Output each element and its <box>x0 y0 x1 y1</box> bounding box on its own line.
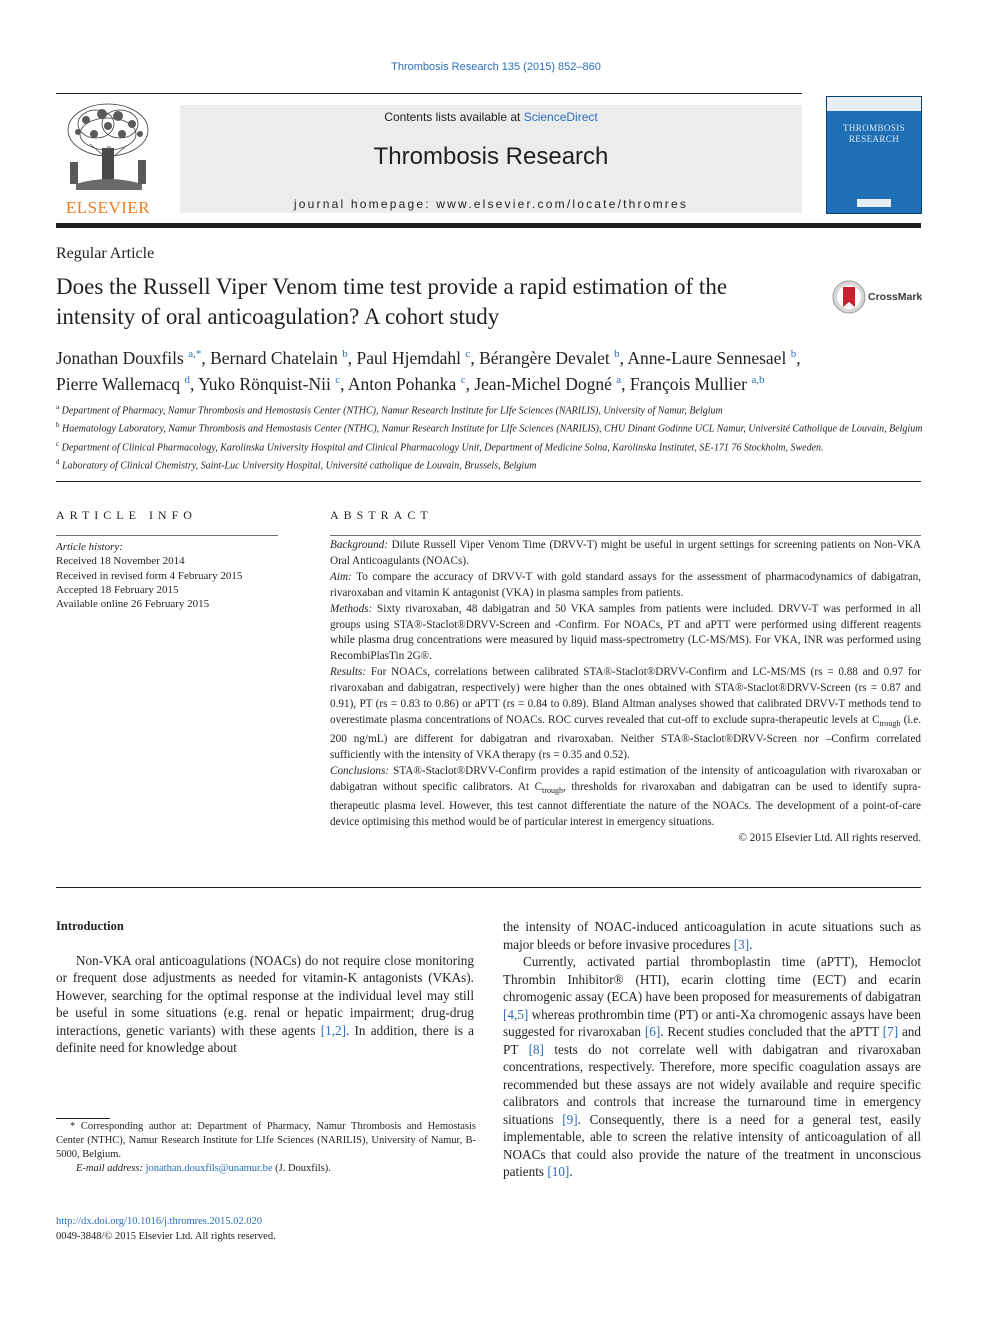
abstract-copyright: © 2015 Elsevier Ltd. All rights reserved. <box>738 831 921 844</box>
affiliation <box>56 400 924 418</box>
contents-prefix: Contents lists available at <box>384 110 524 124</box>
author[interactable] <box>56 348 210 368</box>
results-subscript: trough <box>879 719 901 729</box>
author-name: Pierre Wallemacq <box>56 373 181 394</box>
author-name: Anne-Laure Sennesael <box>627 347 787 368</box>
abstract-rule <box>330 535 921 536</box>
author-affiliation-mark[interactable]: a <box>616 373 622 386</box>
author-affiliation-mark[interactable]: c <box>335 373 341 386</box>
author-affiliation-mark[interactable]: c <box>465 348 471 360</box>
author[interactable] <box>348 374 474 394</box>
affiliation-list <box>56 400 924 473</box>
author-separator: , <box>621 373 630 394</box>
author-affiliation-mark[interactable]: a,b <box>751 373 765 386</box>
author-separator: , <box>470 347 480 368</box>
crossmark-label: CrossMark <box>868 291 923 303</box>
intro-paragraph-1-cont <box>503 918 921 953</box>
author[interactable] <box>474 374 630 394</box>
affiliation-rule <box>56 481 921 482</box>
contents-line <box>180 110 802 124</box>
cover-title <box>827 123 921 145</box>
author[interactable] <box>630 374 765 394</box>
intro-text: . Consequently, there is a need for a general test, easily implementable, able to screen the relative intensity of anticoagulation of all NOACs that could also provide the nature of the treatment in unconscious patients <box>503 1111 921 1179</box>
cover-title-line2: RESEARCH <box>848 134 900 144</box>
author-affiliation-mark[interactable]: b <box>790 348 797 360</box>
intro-text: . <box>749 936 753 952</box>
author-separator: , <box>619 347 628 368</box>
author-separator: , <box>347 347 357 368</box>
reference-link[interactable]: [8] <box>528 1041 544 1057</box>
intro-paragraph-1 <box>56 952 474 1057</box>
reference-link[interactable]: [7] <box>882 1024 899 1039</box>
abstract-aim <box>330 570 921 602</box>
body-right-column <box>503 918 921 1181</box>
author[interactable] <box>479 348 627 368</box>
bottom-info <box>56 1214 276 1244</box>
author-list <box>56 343 926 395</box>
intro-text: . In addition, there is a definite need for knowledge about <box>56 1022 474 1055</box>
corresponding-author-note: * Corresponding author at: Department of Pharmacy, Namur Thrombosis and Hemostasis Center (NTHC), Namur Research Institute for LIfe Sciences (NARILIS), University of Namur, B-5000, Belgium. <box>56 1121 476 1160</box>
author-affiliation-mark[interactable]: d <box>184 373 190 386</box>
author-name: Paul Hjemdahl <box>356 347 462 368</box>
intro-text: . <box>569 1164 573 1179</box>
email-link[interactable]: jonathan.douxfils@unamur.be <box>145 1163 273 1174</box>
author-separator: , <box>190 373 199 394</box>
article-history <box>56 540 286 611</box>
conclusions-text-cont: , thresholds for rivaroxaban and dabigatran can be used to identify supra-therapeutic plasma level. However, this test cannot differentiate the nature of the NOACs. The development of a point-of-care device optimising this method would be of particular interest in emergency situations. <box>330 780 921 828</box>
affiliation-key: a <box>56 403 60 411</box>
elsevier-wordmark: ELSEVIER <box>65 198 151 217</box>
introduction-heading: Introduction <box>56 919 124 933</box>
results-label: Results: <box>330 666 367 679</box>
reference-link[interactable]: [1,2] <box>320 1022 346 1038</box>
cover-top-band <box>827 97 921 111</box>
article-type: Regular Article <box>56 245 155 262</box>
crossmark-icon <box>832 280 866 314</box>
body-left-column <box>56 918 474 1057</box>
abstract-methods <box>330 602 921 666</box>
received-date: Received 18 November 2014 <box>56 555 185 568</box>
author[interactable] <box>56 374 198 394</box>
crossmark-badge[interactable] <box>832 280 928 314</box>
intro-text: Currently, activated partial thromboplastin time (aPTT), Hemoclot Thrombin Inhibitor® (HTI), ecarin clotting time (ECT) and ecarin chromogenic assay (ECA) have been proposed for measurements of dabigatran <box>503 954 921 1004</box>
journal-citation[interactable]: Thrombosis Research 135 (2015) 852–860 <box>391 61 601 73</box>
affiliation <box>56 437 924 455</box>
issn-copyright: 0049-3848/© 2015 Elsevier Ltd. All rights reserved. <box>56 1231 276 1242</box>
cover-title-line1: THROMBOSIS <box>842 123 905 133</box>
cover-publisher-mark <box>857 199 891 207</box>
journal-masthead <box>180 105 802 213</box>
journal-name: Thrombosis Research <box>373 143 609 170</box>
abstract-heading: ABSTRACT <box>330 508 433 522</box>
background-label: Background: <box>330 539 388 551</box>
author-name: Bernard Chatelain <box>210 347 338 368</box>
intro-text: tests do not correlate well with dabigatran and rivaroxaban concentrations, respectively. Therefore, more specific coagulation assays are recommended but these assays are not widely available and require specific calibrators and controls that increase the turnaround time in emergency situations <box>503 1041 922 1127</box>
author-name: Jonathan Douxfils <box>56 347 184 368</box>
affiliation-key: b <box>56 421 60 430</box>
email-suffix: (J. Douxfils). <box>272 1163 331 1174</box>
author-affiliation-mark[interactable]: b <box>342 348 348 360</box>
journal-homepage[interactable]: journal homepage: www.elsevier.com/locate/thromres <box>293 197 689 211</box>
conclusions-subscript: trough <box>542 786 563 796</box>
intro-text: whereas prothrombin time (PT) or anti-Xa chromogenic assays have been suggested for rivaroxaban <box>503 1006 921 1039</box>
abstract-background <box>330 538 921 570</box>
accepted-date: Accepted 18 February 2015 <box>56 583 179 596</box>
affiliation-text: Haematology Laboratory, Namur Thrombosis and Hemostasis Center (NTHC), Namur Research Institute for LIfe Sciences (NARILIS), CHU Dinant Godinne UCL Namur, Université Catholique de Louvain, Belgium <box>62 423 923 435</box>
affiliation-text: Laboratory of Clinical Chemistry, Saint-Luc University Hospital, Université catholique de Louvain, Brussels, Belgium <box>62 460 537 472</box>
footnote <box>56 1120 476 1176</box>
intro-text: . Recent studies concluded that the aPTT <box>660 1024 883 1039</box>
abstract-bottom-rule <box>56 887 921 888</box>
author-separator: , <box>201 347 211 368</box>
reference-link[interactable]: [10] <box>547 1164 570 1179</box>
results-text-cont: (i.e. 200 ng/mL) are different for dabigatran and rivaroxaban. Neither STA®-Staclot®DRVV-Screen nor –Confirm correlated sufficiently with the intensity of VKA therapy (rs = 0.35 and 0.52). <box>330 713 921 762</box>
author[interactable] <box>198 374 348 394</box>
aim-text: To compare the accuracy of DRVV-T with gold standard assays for the assessment of pharmacodynamics of dabigatran, rivaroxaban and vitamin K antagonist (VKA) in plasma samples from patients. <box>330 570 921 599</box>
author-name: François Mullier <box>629 373 748 394</box>
author-affiliation-mark[interactable]: a,* <box>188 348 202 360</box>
affiliation <box>56 455 924 473</box>
elsevier-tree-icon <box>56 100 160 196</box>
background-text: Dilute Russell Viper Venom Time (DRVV-T) might be useful in urgent settings for screening patients on Non-VKA Oral Anticoagulants (NOACs). <box>330 539 921 567</box>
elsevier-logo <box>56 100 160 218</box>
intro-paragraph-2 <box>503 953 921 1181</box>
abstract-results <box>330 665 921 764</box>
author-affiliation-mark[interactable]: c <box>460 373 466 386</box>
article-info-rule <box>56 535 278 536</box>
author-name: Jean-Michel Dogné <box>474 373 612 394</box>
history-label: Article history: <box>56 541 123 553</box>
author[interactable] <box>210 348 356 368</box>
results-text: For NOACs, correlations between calibrated STA®-Staclot®DRVV-Confirm and LC-MS/MS (rs = 0.88 and 0.97 for rivaroxaban and dabigatran, respectively) were higher than the ones obtained with STA®-Staclot®DRVV-Screen (rs = 0.87 and 0.91), PT (rs = 0.83 to 0.86) or aPTT (rs = 0.84 to 0.89). Bland Altman analyses showed that calibrated DRVV-T methods tend to overestimate plasma concentrations of NOACs. ROC curves revealed that cut-off to exclude supra-therapeutic levels at C <box>330 666 922 726</box>
reference-link[interactable]: [9] <box>562 1111 578 1127</box>
footnote-rule <box>56 1118 110 1119</box>
article-info-heading: ARTICLE INFO <box>56 508 197 522</box>
online-date: Available online 26 February 2015 <box>56 598 210 611</box>
article-title: Does the Russell Viper Venom time test provide a rapid estimation of the intensity of oral anticoagulation? A cohort study <box>56 274 728 329</box>
affiliation <box>56 418 924 436</box>
email-label: E-mail address: <box>76 1163 143 1174</box>
conclusions-text: STA®-Staclot®DRVV-Confirm provides a rapid estimation of the intensity of anticoagulation with rivaroxaban or dabigatran without specific calibrators. At C <box>330 764 921 793</box>
affiliation-text: Department of Clinical Pharmacology, Karolinska University Hospital and Clinical Pharmacology Unit, Department of Medicine Solna, Karolinska Institutet, SE-171 76 Stockholm, Sweden. <box>61 441 824 453</box>
conclusions-label: Conclusions: <box>330 764 390 777</box>
reference-link[interactable]: [6] <box>644 1024 661 1039</box>
methods-text: Sixty rivaroxaban, 48 dabigatran and 50 VKA samples from patients were included. DRVV-T was performed in all groups using STA®-Staclot®DRVV-Screen and -Confirm. For NOACs, PT and aPTT were performed using different reagents while plasma drug concentrations were measured by liquid mass-spectrometry (LC-MS/MS). For VKA, INR was performed using RecombiPlasTin 2G®. <box>330 602 922 663</box>
author-affiliation-mark[interactable]: b <box>614 348 620 360</box>
intro-text: the intensity of NOAC-induced anticoagulation in acute situations such as major bleeds or before invasive procedures <box>503 919 921 952</box>
aim-label: Aim: <box>330 570 352 583</box>
intro-text: and PT <box>503 1024 921 1057</box>
author-name: Yuko Rönquist-Nii <box>198 373 331 394</box>
affiliation-text: Department of Pharmacy, Namur Thrombosis and Hemostasis Center (NTHC), Namur Research Institute for LIfe Sciences (NARILIS), University of Namur, Belgium <box>61 405 723 417</box>
author-name: Anton Pohanka <box>347 373 457 394</box>
author[interactable] <box>627 348 800 368</box>
affiliation-key: d <box>56 457 60 466</box>
masthead-rule <box>56 223 921 228</box>
doi-link[interactable]: http://dx.doi.org/10.1016/j.thromres.2015.02.020 <box>56 1216 263 1227</box>
header-rule <box>56 93 802 94</box>
affiliation-key: c <box>56 439 60 448</box>
sciencedirect-link[interactable]: ScienceDirect <box>523 110 598 124</box>
author-separator: , <box>465 373 475 394</box>
abstract-body <box>330 538 921 847</box>
author-name: Bérangère Devalet <box>479 347 610 368</box>
author-separator: , <box>796 347 801 368</box>
journal-cover[interactable] <box>826 96 922 214</box>
reference-link[interactable]: [4,5] <box>503 1006 529 1022</box>
email-note <box>56 1162 476 1176</box>
reference-link[interactable]: [3] <box>733 936 750 952</box>
author[interactable] <box>357 348 480 368</box>
intro-text: Non-VKA oral anticoagulations (NOACs) do not require close monitoring or frequent dose adjustments as needed for vitamin-K antagonists (VKAs). However, searching for the optimal response at the individual level may still be useful in some situations (e.g. renal or hepatic impairment; drug-drug interactions, genetic variants) with these agents <box>56 952 474 1038</box>
methods-label: Methods: <box>330 602 373 615</box>
revised-date: Received in revised form 4 February 2015 <box>56 569 243 582</box>
author-separator: , <box>340 373 348 394</box>
abstract-conclusions <box>330 764 921 831</box>
